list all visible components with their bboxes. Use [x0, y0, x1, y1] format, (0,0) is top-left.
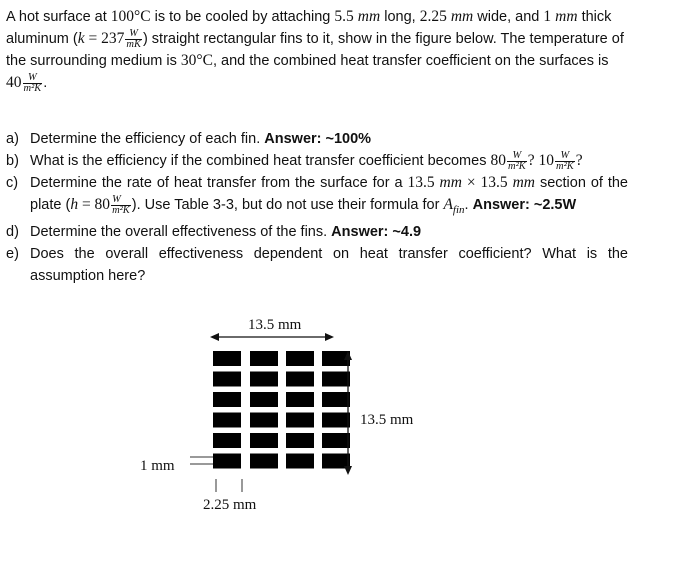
question-b: b) What is the efficiency if the combined heat transfer coefficient becomes 80 $\frac{W}{\text{m²K}}$ ? 10 $\frac{W}{\text{m²K}}$ ? [6, 149, 583, 172]
fin-segment [322, 413, 350, 428]
fin-grid [213, 351, 350, 469]
answer-text: Answer: ~2.5W [472, 197, 577, 213]
fin-segment [322, 433, 350, 448]
question-text: Determine the efficiency of each fin. [30, 131, 261, 147]
top-dimension-label: 13.5 mm [248, 317, 302, 333]
intro-text: A hot surface at [6, 9, 107, 25]
question-text: What is the efficiency if the combined heat transfer coefficient becomes [30, 153, 487, 169]
fin-length-value: 5.5 [334, 8, 354, 25]
thickness-marker [190, 457, 213, 464]
question-text: Determine the rate of heat transfer from the surface for a [30, 175, 403, 191]
fin-segment [250, 454, 278, 469]
question-label: e) [6, 245, 19, 262]
intro-text: wide, and [477, 9, 540, 25]
intro-text: ) straight rectangular fins to it, show in the figure below. The temperature of the surrounding medium is [6, 31, 624, 69]
fin-segment [286, 351, 314, 366]
question-text: Determine the overall effectiveness of the fins. [30, 223, 328, 240]
fin-segment [213, 351, 241, 366]
bottom-dimension-label: 2.25 mm [203, 497, 257, 513]
fin-segment [213, 392, 241, 407]
fin-segment [213, 413, 241, 428]
unit-mm: mm [357, 8, 381, 25]
problem-statement: A hot surface at 100°C is to be cooled by attaching 5.5 mm long, 2.25 mm wide, and 1 mm thick aluminum (k = 237 $\frac{W}{mK}$ ) straight rectangular fins to it, show in the figure below. The temperature of the surrounding medium is 30°C, and the combined heat transfer coefficient on the surfaces is 40 $\frac{W}{\text{m²K}}$ . [6, 8, 624, 94]
conductivity-value: = 237 [84, 30, 125, 47]
conductivity-unit: $\frac{W}{mK}$ [126, 27, 141, 50]
fin-segment [213, 454, 241, 469]
fin-segment [213, 372, 241, 387]
question-text: ). Use Table 3-3, but do not use their formula for [131, 197, 440, 213]
answer-text: Answer: ~100% [264, 131, 372, 147]
unit-fraction: $\frac{W}{\text{m²K}}$ [555, 149, 574, 172]
surrounding-temperature: 30°C [180, 52, 213, 69]
fin-segment [250, 413, 278, 428]
fin-width-value: 2.25 [419, 8, 447, 25]
unit-mm: mm [555, 8, 578, 25]
fin-segment [250, 372, 278, 387]
heat-transfer-coefficient-value: 40 [6, 74, 22, 91]
answer-text: Answer: ~4.9 [331, 223, 422, 240]
left-dimension-label: 1 mm [140, 458, 175, 474]
fin-thickness-value: 1 [543, 8, 552, 25]
question-label: c) [6, 175, 19, 191]
right-dimension-label: 13.5 mm [360, 412, 414, 428]
unit-mm: mm [450, 8, 474, 25]
top-dimension-arrow [210, 333, 334, 341]
fin-segment [213, 433, 241, 448]
intro-text: is to be cooled by attaching [154, 9, 331, 25]
intro-text: thick aluminum ( [6, 9, 612, 47]
fin-segment [286, 454, 314, 469]
fin-segment [286, 413, 314, 428]
unit-fraction: $\frac{W}{\text{m²K}}$ [507, 149, 526, 172]
intro-text: long, [384, 9, 416, 25]
fin-segment [250, 433, 278, 448]
conductivity-symbol: k [77, 30, 85, 47]
question-label: d) [6, 223, 19, 240]
unit-fraction: $\frac{W}{\text{m²K}}$ [112, 193, 130, 216]
fin-segment [322, 372, 350, 387]
question-label: b) [6, 153, 19, 169]
fin-segment [286, 372, 314, 387]
fin-segment [322, 392, 350, 407]
intro-text: , and the combined heat transfer coefficient on the surfaces is [212, 53, 609, 69]
question-c: c) Determine the rate of heat transfer from the surface for a 13.5 mm × 13.5 mm section of the plate (h = 80 $\frac{W}{\text{m²K}}$ ). Use Table 3-3, but do not use their formula for $A_{fin}$. Answer: ~2.5W [6, 174, 628, 216]
fin-segment [286, 433, 314, 448]
question-text: Does the overall effectiveness dependent on heat transfer coefficient? What is the assumption here? [30, 245, 628, 284]
fin-segment [286, 392, 314, 407]
fin-segment [250, 351, 278, 366]
question-text: section of the plate ( [30, 175, 628, 213]
width-marker [216, 479, 242, 492]
heat-transfer-coefficient-unit: $\frac{W}{\text{m²K}}$ [23, 71, 42, 94]
surface-temperature: 100°C [110, 8, 151, 25]
fin-segment [250, 392, 278, 407]
question-label: a) [6, 131, 19, 147]
